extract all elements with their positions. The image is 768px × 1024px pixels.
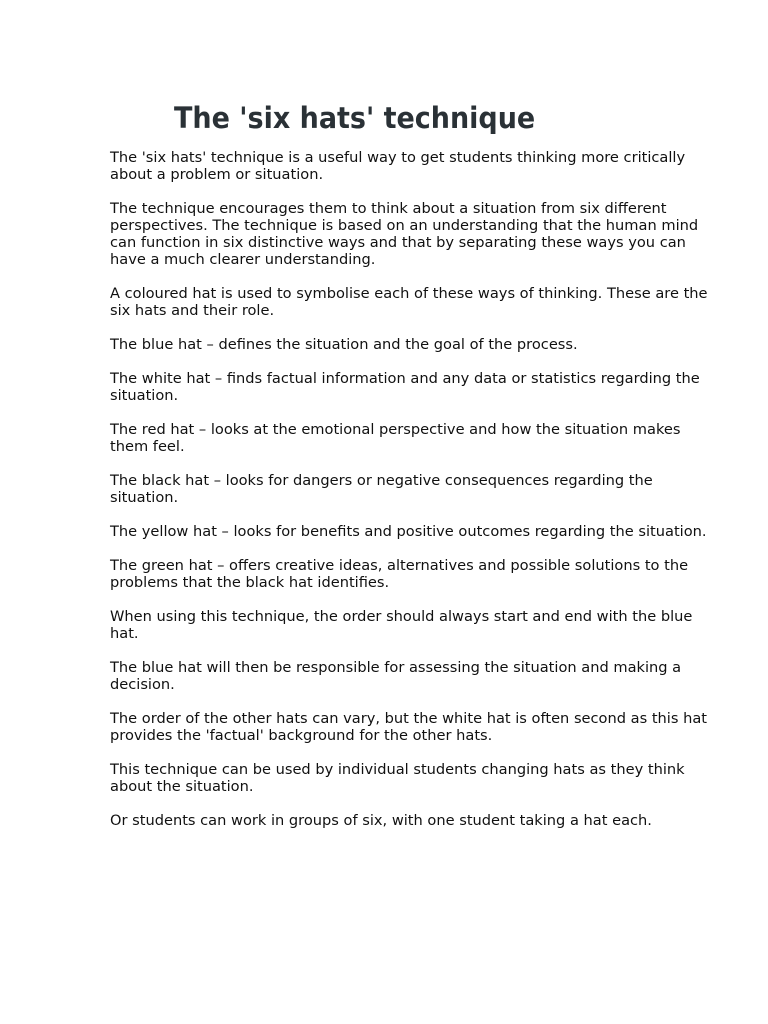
blue-hat-decision-paragraph: The blue hat will then be responsible for assessing the situation and making a decision. (110, 659, 682, 693)
group-use-paragraph: Or students can work in groups of six, with one student taking a hat each. (110, 812, 652, 829)
document-body (110, 149, 716, 846)
blue-hat-paragraph: The blue hat – defines the situation and the goal of the process. (110, 336, 578, 353)
perspectives-paragraph: The technique encourages them to think about a situation from six different perspectives. The technique is based on an understanding that the human mind can function in six distinctive ways and that by separating these ways you can have a much clearer understanding. (110, 200, 699, 268)
individual-use-paragraph: This technique can be used by individual students changing hats as they think about the situation. (110, 761, 685, 795)
page-title: The 'six hats' technique (174, 101, 536, 135)
white-hat-paragraph: The white hat – finds factual information and any data or statistics regarding the situation. (110, 370, 700, 404)
green-hat-paragraph: The green hat – offers creative ideas, alternatives and possible solutions to the problems that the black hat identifies. (110, 557, 689, 591)
hat-order-paragraph: The order of the other hats can vary, but the white hat is often second as this hat provides the 'factual' background for the other hats. (110, 710, 707, 744)
intro-paragraph: The 'six hats' technique is a useful way to get students thinking more critically about a problem or situation. (110, 149, 686, 183)
yellow-hat-paragraph: The yellow hat – looks for benefits and positive outcomes regarding the situation. (110, 523, 707, 540)
red-hat-paragraph: The red hat – looks at the emotional perspective and how the situation makes them feel. (110, 421, 681, 455)
order-paragraph: When using this technique, the order should always start and end with the blue hat. (110, 608, 693, 642)
coloured-hat-paragraph: A coloured hat is used to symbolise each of these ways of thinking. These are the six hats and their role. (110, 285, 708, 319)
black-hat-paragraph: The black hat – looks for dangers or negative consequences regarding the situation. (110, 472, 653, 506)
